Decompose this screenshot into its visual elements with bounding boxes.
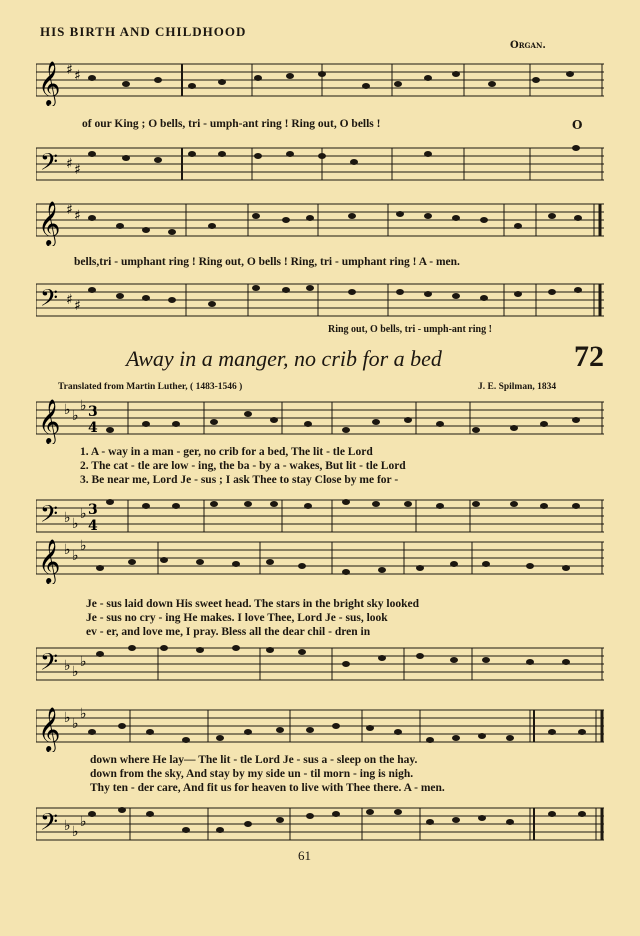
svg-text:♯: ♯ [66, 292, 73, 308]
staff-bass-h3 [36, 800, 604, 850]
svg-text:𝄢: 𝄢 [40, 148, 59, 181]
staff-bass-top1 [36, 140, 604, 190]
svg-text:𝄞: 𝄞 [38, 539, 61, 583]
svg-text:♭: ♭ [80, 814, 87, 830]
staff-treble-h1 [36, 394, 604, 444]
svg-text:𝄢: 𝄢 [40, 648, 59, 681]
staff-treble-top2 [36, 196, 604, 246]
translator-credit: Translated from Martin Luther, ( 1483-1546 ) [58, 382, 243, 392]
svg-text:♭: ♭ [72, 664, 79, 680]
staff-bass-top2 [36, 276, 604, 326]
h1-verse1: 1. A - way in a man - ger, no crib for a bed, The lit - tle Lord [80, 446, 373, 458]
svg-text:♯: ♯ [66, 202, 73, 218]
svg-text:4: 4 [88, 518, 98, 534]
svg-text:♯: ♯ [66, 62, 73, 78]
svg-text:♭: ♭ [80, 706, 87, 722]
svg-text:♭: ♭ [72, 716, 79, 732]
svg-text:♯: ♯ [74, 68, 81, 84]
top-line1-organ: O [572, 118, 583, 132]
svg-text:♭: ♭ [64, 658, 71, 674]
h1-verse2: 2. The cat - tle are low - ing, the ba - by a - wakes, But lit - tle Lord [80, 460, 406, 472]
h2-verse1: Je - sus laid down His sweet head. The stars in the bright sky looked [86, 598, 420, 610]
svg-text:♭: ♭ [80, 398, 87, 414]
staff-bass-h2 [36, 640, 604, 690]
staff-treble-h2 [36, 534, 604, 584]
h1-verse3: 3. Be near me, Lord Je - sus ; I ask Thee to stay Close by me for - [80, 474, 399, 486]
svg-text:𝄢: 𝄢 [40, 284, 59, 317]
svg-text:♭: ♭ [64, 402, 71, 418]
top-line2-lyric: bells,tri - umphant ring ! Ring out, O bells ! Ring, tri - umphant ring ! A - men. [74, 256, 460, 268]
svg-text:♭: ♭ [64, 542, 71, 558]
svg-text:♭: ♭ [64, 710, 71, 726]
svg-text:4: 4 [88, 420, 98, 436]
top-line1-lyric: of our King ; O bells, tri - umph-ant ring ! Ring out, O bells ! [82, 118, 381, 130]
h2-verse3: ev - er, and love me, I pray. Bless all the dear chil - dren in [86, 626, 371, 638]
svg-text:♯: ♯ [74, 208, 81, 224]
hymn-title: Away in a manger, no crib for a bed [126, 346, 442, 371]
svg-text:𝄞: 𝄞 [38, 61, 61, 105]
svg-text:♭: ♭ [80, 654, 87, 670]
svg-text:♯: ♯ [66, 156, 73, 172]
svg-text:𝄢: 𝄢 [40, 808, 59, 841]
organ-label: Organ. [510, 40, 546, 51]
section-title: HIS BIRTH AND CHILDHOOD [40, 24, 247, 39]
h3-verse2: down from the sky, And stay by my side un - til morn - ing is nigh. [90, 768, 414, 780]
svg-text:♭: ♭ [64, 818, 71, 834]
svg-text:♭: ♭ [80, 506, 87, 522]
svg-text:𝄞: 𝄞 [38, 201, 61, 245]
svg-text:♯: ♯ [74, 162, 81, 178]
page-number: 61 [298, 848, 311, 863]
staff-treble-h3 [36, 702, 604, 752]
svg-text:♯: ♯ [74, 298, 81, 314]
svg-text:3: 3 [88, 404, 98, 420]
staff-treble-top1 [36, 56, 604, 106]
h2-verse2: Je - sus no cry - ing He makes. I love Thee, Lord Je - sus, look [86, 612, 388, 624]
svg-text:♭: ♭ [72, 824, 79, 840]
h3-verse3: Thy ten - der care, And fit us for heaven to live with Thee there. A - men. [90, 782, 445, 794]
svg-text:♭: ♭ [80, 538, 87, 554]
svg-text:♭: ♭ [72, 548, 79, 564]
hymn-number: 72 [574, 340, 604, 373]
svg-text:3: 3 [88, 502, 98, 518]
svg-text:♭: ♭ [64, 510, 71, 526]
svg-text:𝄢: 𝄢 [40, 500, 59, 533]
svg-text:𝄞: 𝄞 [38, 399, 61, 443]
svg-text:♭: ♭ [72, 408, 79, 424]
h3-verse1: down where He lay— The lit - tle Lord Je - sus a - sleep on the hay. [90, 754, 418, 766]
svg-text:𝄞: 𝄞 [38, 707, 61, 751]
svg-text:♭: ♭ [72, 516, 79, 532]
top-bass-caption: Ring out, O bells, tri - umph-ant ring ! [328, 324, 492, 335]
composer-credit: J. E. Spilman, 1834 [478, 382, 557, 392]
